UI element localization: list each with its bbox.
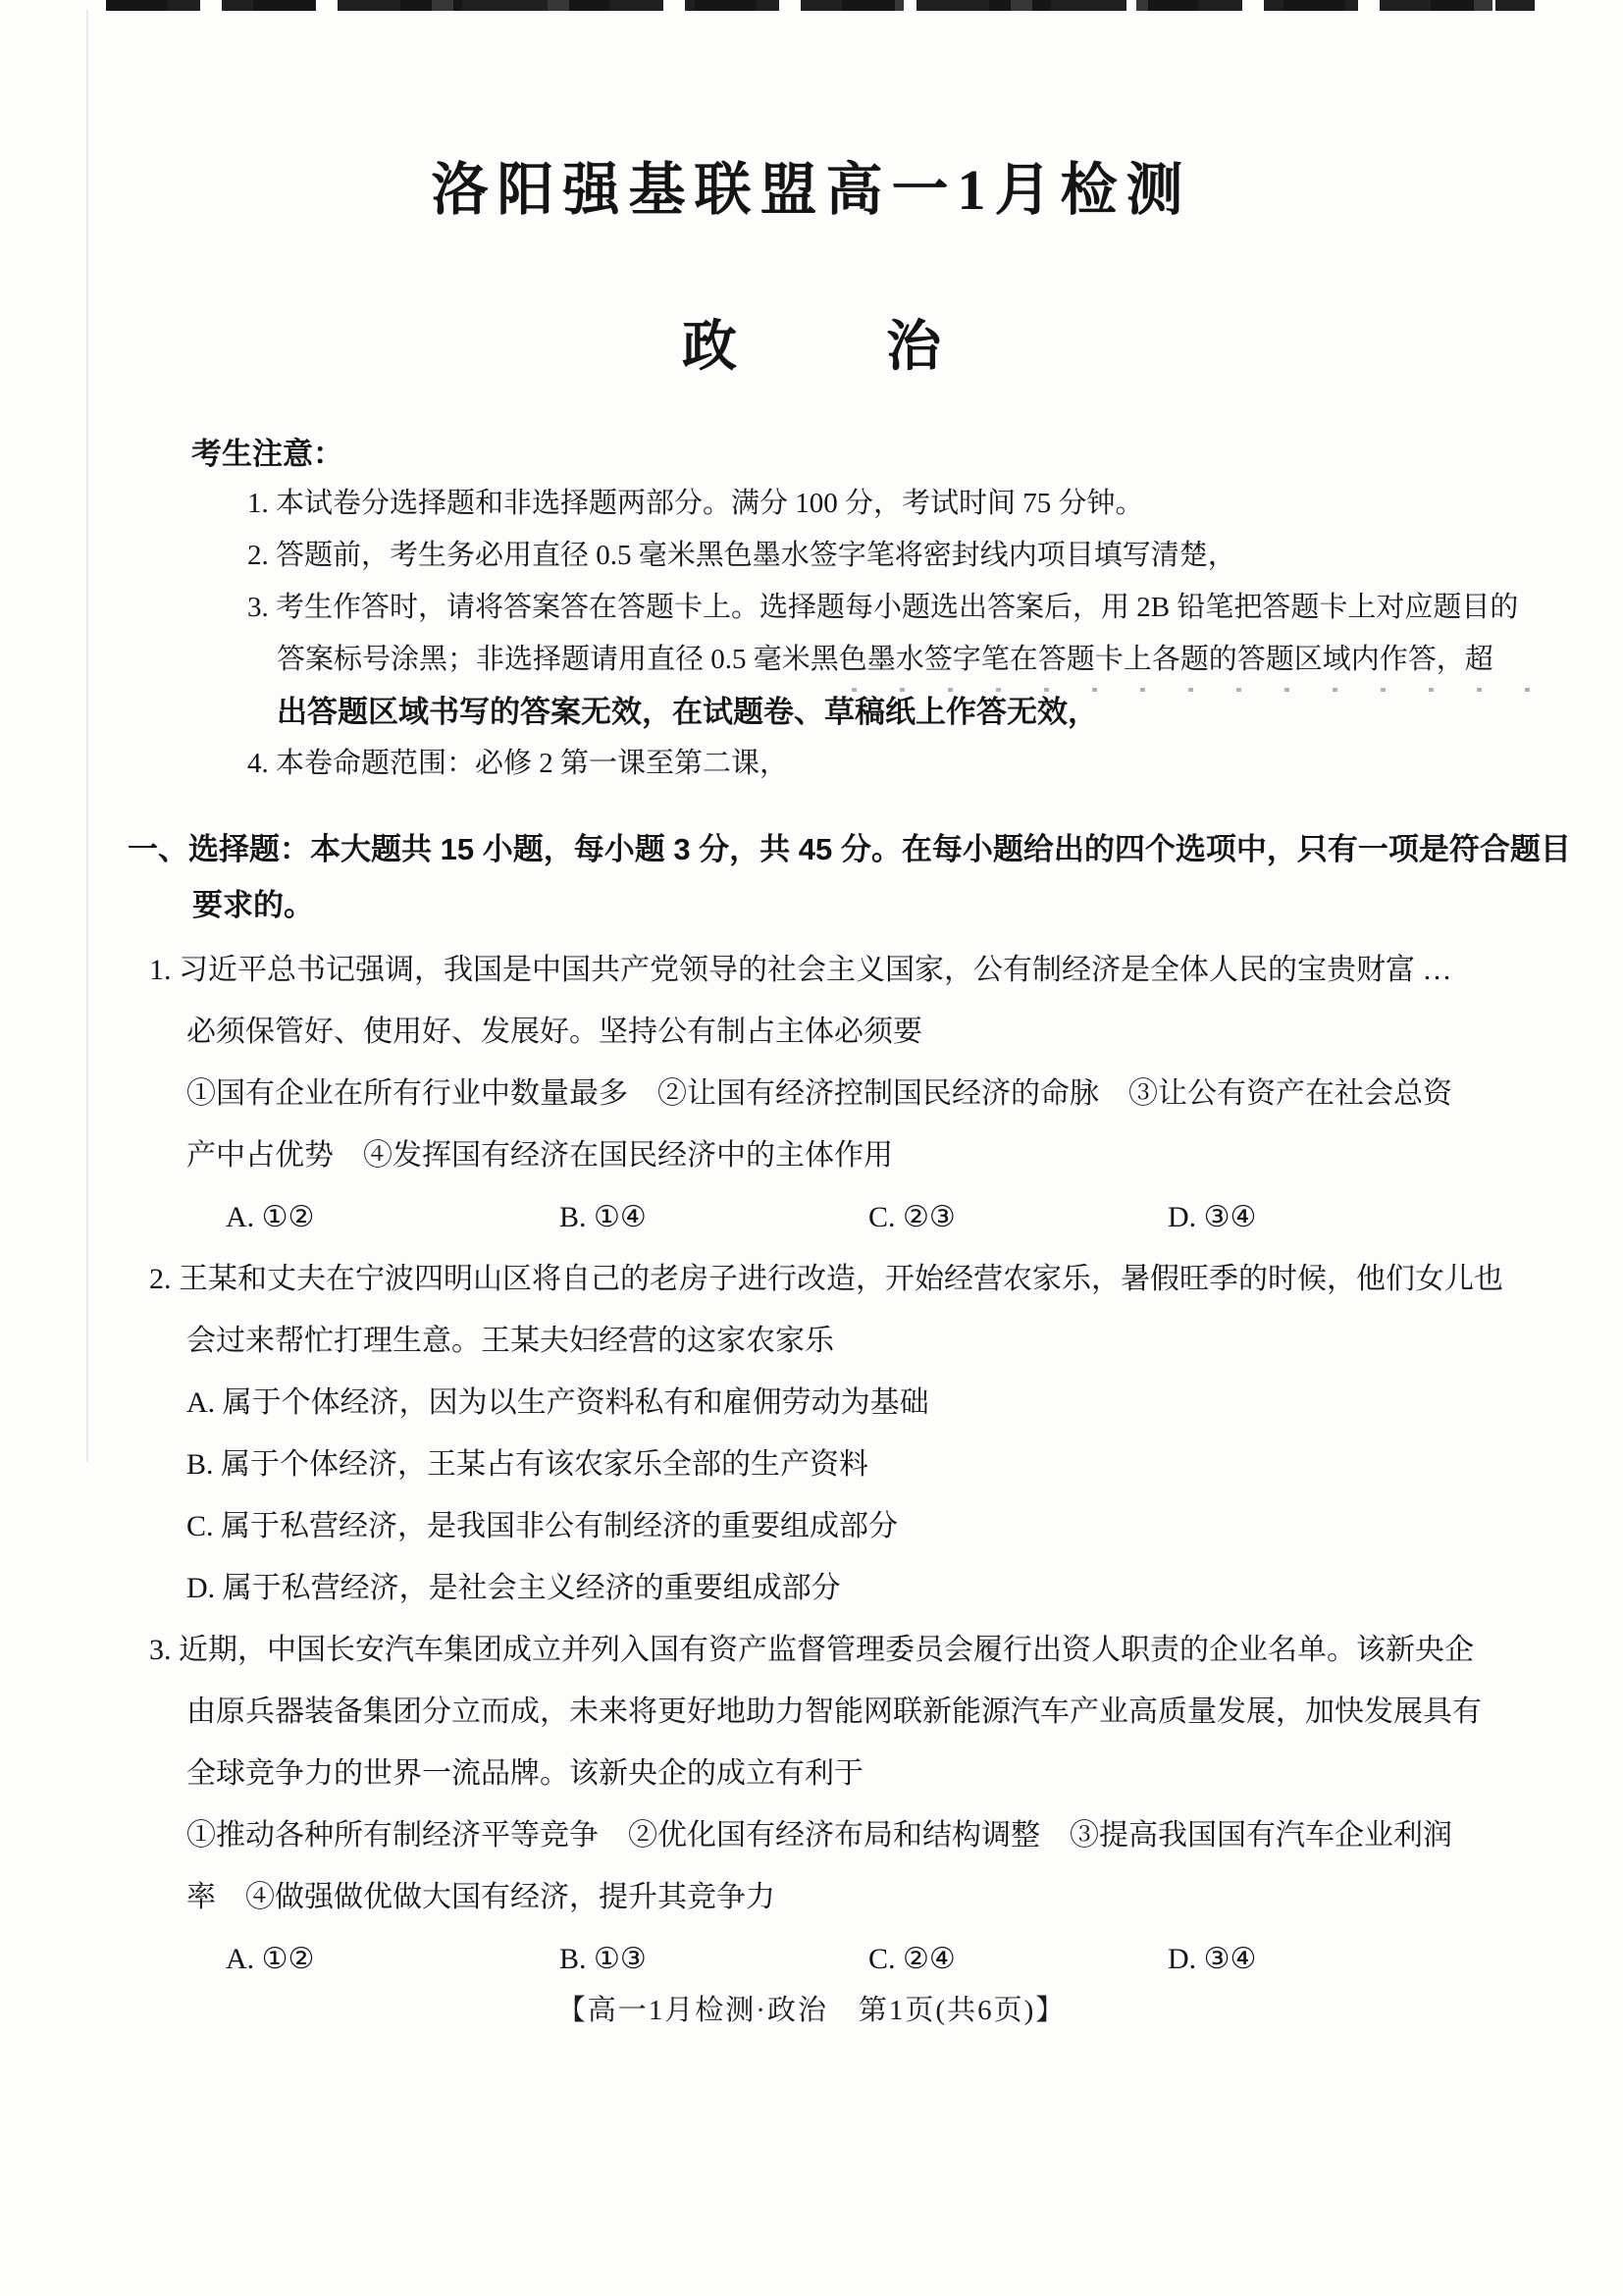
question-list xyxy=(0,939,1623,1990)
section-one-header xyxy=(0,821,1623,933)
scan-artifact-top-band xyxy=(106,0,1535,11)
notice-heading: 考生注意： xyxy=(191,437,343,472)
question-1-options-row xyxy=(226,1186,1623,1248)
question-1-stem-line-1: 1. 习近平总书记强调，我国是中国共产党领导的社会主义国家，公有制经济是全体人民的宝贵财富 … xyxy=(149,954,1452,987)
section-header-line-1: 一、选择题：本大题共 15 小题，每小题 3 分，共 45 分。在每小题给出的四个选项中，只有一项是符合题目 xyxy=(128,832,1571,867)
scan-artifact-dotted-row xyxy=(852,688,1531,692)
question-3-options-row xyxy=(226,1928,1623,1990)
notice-item-1: 1. 本试卷分选择题和非选择题两部分。满分 100 分，考试时间 75 分钟。 xyxy=(247,488,1144,520)
question-3-statements-line-1: ①推动各种所有制经济平等竞争 ②优化国有经济布局和结构调整 ③提高我国国有汽车企业利润 xyxy=(186,1819,1452,1852)
question-3-stem-line-2: 由原兵器装备集团分立而成，未来将更好地助力智能网联新能源汽车产业高质量发展，加快发展具有 xyxy=(186,1696,1482,1729)
question-3-statements-line-2: 率 ④做强做优做大国有经济，提升其竞争力 xyxy=(186,1881,775,1914)
notice-item-3-line-2: 答案标号涂黑；非选择题请用直径 0.5 毫米黑色墨水签字笔在答题卡上各题的答题区域内作答，超 xyxy=(277,644,1493,676)
notice-item-4: 4. 本卷命题范围：必修 2 第一课至第二课， xyxy=(247,748,789,780)
subject-char-right: 治 xyxy=(886,317,941,379)
question-2-option-b: B. 属于个体经济，王某占有该农家乐全部的生产资料 xyxy=(186,1448,869,1482)
notice-item-2: 2. 答题前，考生务必用直径 0.5 毫米黑色墨水签字笔将密封线内项目填写清楚， xyxy=(247,540,1236,572)
question-1-statements-line-2: 产中占优势 ④发挥国有经济在国民经济中的主体作用 xyxy=(186,1139,893,1173)
question-1-option-a: A. ①② xyxy=(226,1201,315,1234)
question-2-option-d: D. 属于私营经济，是社会主义经济的重要组成部分 xyxy=(186,1572,841,1605)
question-3-option-b: B. ①③ xyxy=(559,1943,647,1976)
notice-section xyxy=(0,431,1623,790)
notice-item-3-line-1: 3. 考生作答时，请将答案答在答题卡上。选择题每小题选出答案后，用 2B 铅笔把答题卡上对应题目的 xyxy=(247,592,1519,624)
page-footer: 【高一1月检测·政治 第1页(共6页)】 xyxy=(556,1995,1067,2026)
question-1-option-c: C. ②③ xyxy=(868,1201,956,1234)
question-3-option-c: C. ②④ xyxy=(868,1943,956,1976)
question-1-option-b: B. ①④ xyxy=(559,1201,647,1234)
question-3 xyxy=(0,1619,1623,1990)
question-2 xyxy=(0,1248,1623,1619)
scan-artifact-left-line xyxy=(86,10,88,1462)
question-2-stem-line-2: 会过来帮忙打理生意。王某夫妇经营的这家农家乐 xyxy=(186,1325,834,1358)
question-2-stem-line-1: 2. 王某和丈夫在宁波四明山区将自己的老房子进行改造，开始经营农家乐，暑假旺季的时候，他们女儿也 xyxy=(149,1263,1503,1296)
question-3-stem-line-1: 3. 近期，中国长安汽车集团成立并列入国有资产监督管理委员会履行出资人职责的企业名单。该新央企 xyxy=(149,1634,1474,1667)
exam-title: 洛阳强基联盟高一1月检测 xyxy=(431,158,1192,222)
question-1-stem-line-2: 必须保管好、使用好、发展好。坚持公有制占主体必须要 xyxy=(186,1016,922,1049)
subject-title xyxy=(0,313,1623,382)
question-1 xyxy=(0,939,1623,1248)
section-header-line-2: 要求的。 xyxy=(192,888,314,923)
question-1-option-d: D. ③④ xyxy=(1168,1201,1257,1234)
question-3-option-a: A. ①② xyxy=(226,1943,315,1976)
subject-char-left: 政 xyxy=(682,317,737,379)
question-3-stem-line-3: 全球竞争力的世界一流品牌。该新央企的成立有利于 xyxy=(186,1757,864,1791)
question-2-option-a: A. 属于个体经济，因为以生产资料私有和雇佣劳动为基础 xyxy=(186,1386,929,1420)
question-1-statements-line-1: ①国有企业在所有行业中数量最多 ②让国有经济控制国民经济的命脉 ③让公有资产在社会总资 xyxy=(186,1077,1452,1111)
question-2-option-c: C. 属于私营经济，是我国非公有制经济的重要组成部分 xyxy=(186,1510,899,1543)
question-3-option-d: D. ③④ xyxy=(1168,1943,1257,1976)
notice-item-3-line-3: 出答题区域书写的答案无效，在试题卷、草稿纸上作答无效， xyxy=(277,695,1098,730)
